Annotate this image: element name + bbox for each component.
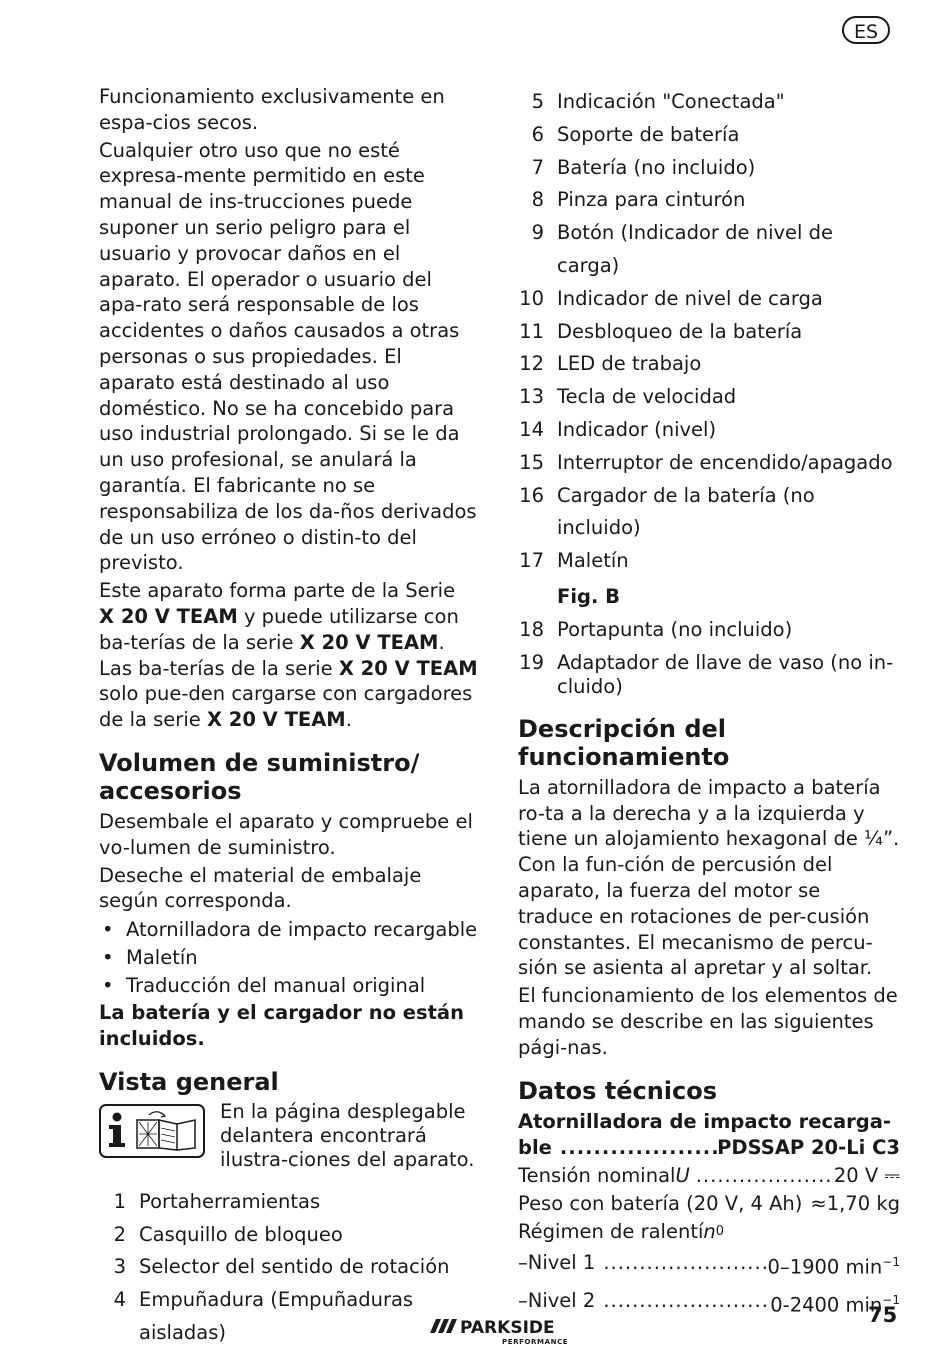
left-column	[99, 84, 481, 1350]
paragraph-series: Este aparato forma parte de la Serie X 20 V TEAM y puede utilizarse con ba-terías de la serie X 20 V TEAM. Las ba-terías de la serie X 20 V TEAM solo pue-den cargarse con cargadores de la serie X 20 V TEAM.	[99, 579, 478, 732]
list-item: 4 Empuñadura (Empuñaduras aisladas)	[113, 1288, 414, 1344]
component-list-left	[99, 1186, 481, 1350]
paragraph-dry-use: Funcionamiento exclusivamente en espa-cios secos.	[99, 85, 445, 134]
series-name: X 20 V TEAM	[338, 656, 478, 680]
page-number: 75	[868, 1303, 898, 1327]
paragraph-function: La atornilladora de impacto a batería ro-ta a la derecha y a la izquierda y tiene un alojamiento hexagonal de ¼”. Con la fun-ción de percusión del aparato, la fuerza del motor se traduce en rotaciones de per-cusión constantes. El mecanismo de percu-sión se asienta al apretar y al soltar.	[518, 775, 900, 980]
series-name: X 20 V TEAM	[99, 604, 238, 628]
list-item: • Maletín	[99, 944, 481, 972]
list-item: • Traducción del manual original	[99, 972, 481, 1000]
list-item: 14 Indicador (nivel)	[519, 417, 717, 441]
list-item: 9 Botón (Indicador de nivel de carga)	[531, 221, 834, 277]
list-item: 1 Portaherramientas	[113, 1189, 321, 1213]
list-item: • Atornilladora de impacto recargable	[99, 916, 481, 944]
model-label: Atornilladora de impacto recarga-	[518, 1109, 891, 1133]
spec-row-level-1: –Nivel 1 ..... 0–1900 $\min^{-1}$	[518, 1246, 900, 1284]
list-item: 13 Tecla de velocidad	[519, 385, 737, 409]
paragraph-unpack: Desembale el aparato y compruebe el vo-lumen de suministro.	[99, 809, 473, 859]
list-item: 10 Indicador de nivel de carga	[519, 286, 823, 310]
list-item: 7 Batería (no incluido)	[531, 155, 756, 179]
heading-volumen: Volumen de suministro/ accesorios	[99, 748, 420, 805]
language-badge: ES	[842, 16, 890, 44]
heading-datos: Datos técnicos	[518, 1076, 718, 1105]
list-item: 17 Maletín	[519, 549, 629, 573]
series-name: X 20 V TEAM	[299, 630, 439, 654]
battery-note: La batería y el cargador no están incluidos.	[99, 1001, 464, 1050]
list-item: 2 Casquillo de bloqueo	[113, 1222, 343, 1246]
brand-name: PARKSIDE	[460, 1318, 555, 1338]
list-item: 5 Indicación "Conectada"	[531, 90, 785, 113]
heading-descripcion: Descripción del funcionamiento	[518, 714, 730, 771]
info-foldout-icon	[99, 1104, 205, 1158]
parkside-logo	[430, 1314, 580, 1346]
list-item: 11 Desbloqueo de la batería	[519, 319, 803, 343]
list-item: 18 Portapunta (no incluido)	[519, 617, 793, 641]
list-item: 12 LED de trabajo	[519, 352, 702, 376]
series-name: X 20 V TEAM	[206, 708, 346, 732]
spec-row-level-2: –Nivel 2 ..... 0-2400 $\min^{-1}$	[518, 1284, 900, 1322]
spec-row-voltage: Tensión nominal U ..... 20 V ⎓	[518, 1162, 900, 1190]
component-list-right	[518, 86, 900, 578]
list-item: 16 Cargador de la batería (no incluido)	[519, 483, 815, 540]
fig-b-label: Fig. B	[557, 584, 621, 608]
list-item: 3 Selector del sentido de rotación	[113, 1255, 450, 1279]
list-item: 15 Interruptor de encendido/apagado	[519, 450, 893, 474]
list-item: 6 Soporte de batería	[531, 122, 740, 146]
component-list-fig-b	[518, 614, 900, 699]
heading-vista: Vista general	[99, 1067, 279, 1096]
spec-row-weight: Peso con batería (20 V, 4 Ah) ..... ≈1,70 kg	[518, 1190, 900, 1218]
model-row: ble ..... PDSSAP 20-Li C3	[518, 1134, 900, 1162]
right-column	[518, 86, 900, 1321]
info-block	[99, 1100, 481, 1172]
paragraph-misuse: Cualquier otro uso que no esté expresa-mente permitido en este manual de ins-trucciones puede suponer un serio peligro para el usuario y provocar daños en el aparato. El operador o usuario del apa-rato será responsable de los accidentes o daños causados a otras personas o sus propiedades. El aparato está destinado al uso doméstico. No se ha concebido para uso industrial prolongado. Si se le da un uso profesional, se anulará la garantía. El fabricante no se responsabiliza de los da-ños derivados de un uso erróneo o distin-to del previsto.	[99, 138, 477, 575]
info-text: En la página desplegable delantera encontrará ilustra-ciones del aparato.	[220, 1099, 475, 1171]
brand-sub: PERFORMANCE	[502, 1338, 569, 1346]
spec-row-idle: Régimen de ralentí n 0	[518, 1220, 725, 1244]
paragraph-controls: El funcionamiento de los elementos de mando se describe en las siguientes pági-nas.	[518, 984, 898, 1059]
list-item: 19 Adaptador de llave de vaso (no in-cluido)	[519, 650, 894, 698]
list-item: 8 Pinza para cinturón	[531, 188, 746, 212]
supply-list	[99, 916, 481, 1000]
paragraph-dispose: Deseche el material de embalaje según corresponda.	[99, 863, 422, 913]
